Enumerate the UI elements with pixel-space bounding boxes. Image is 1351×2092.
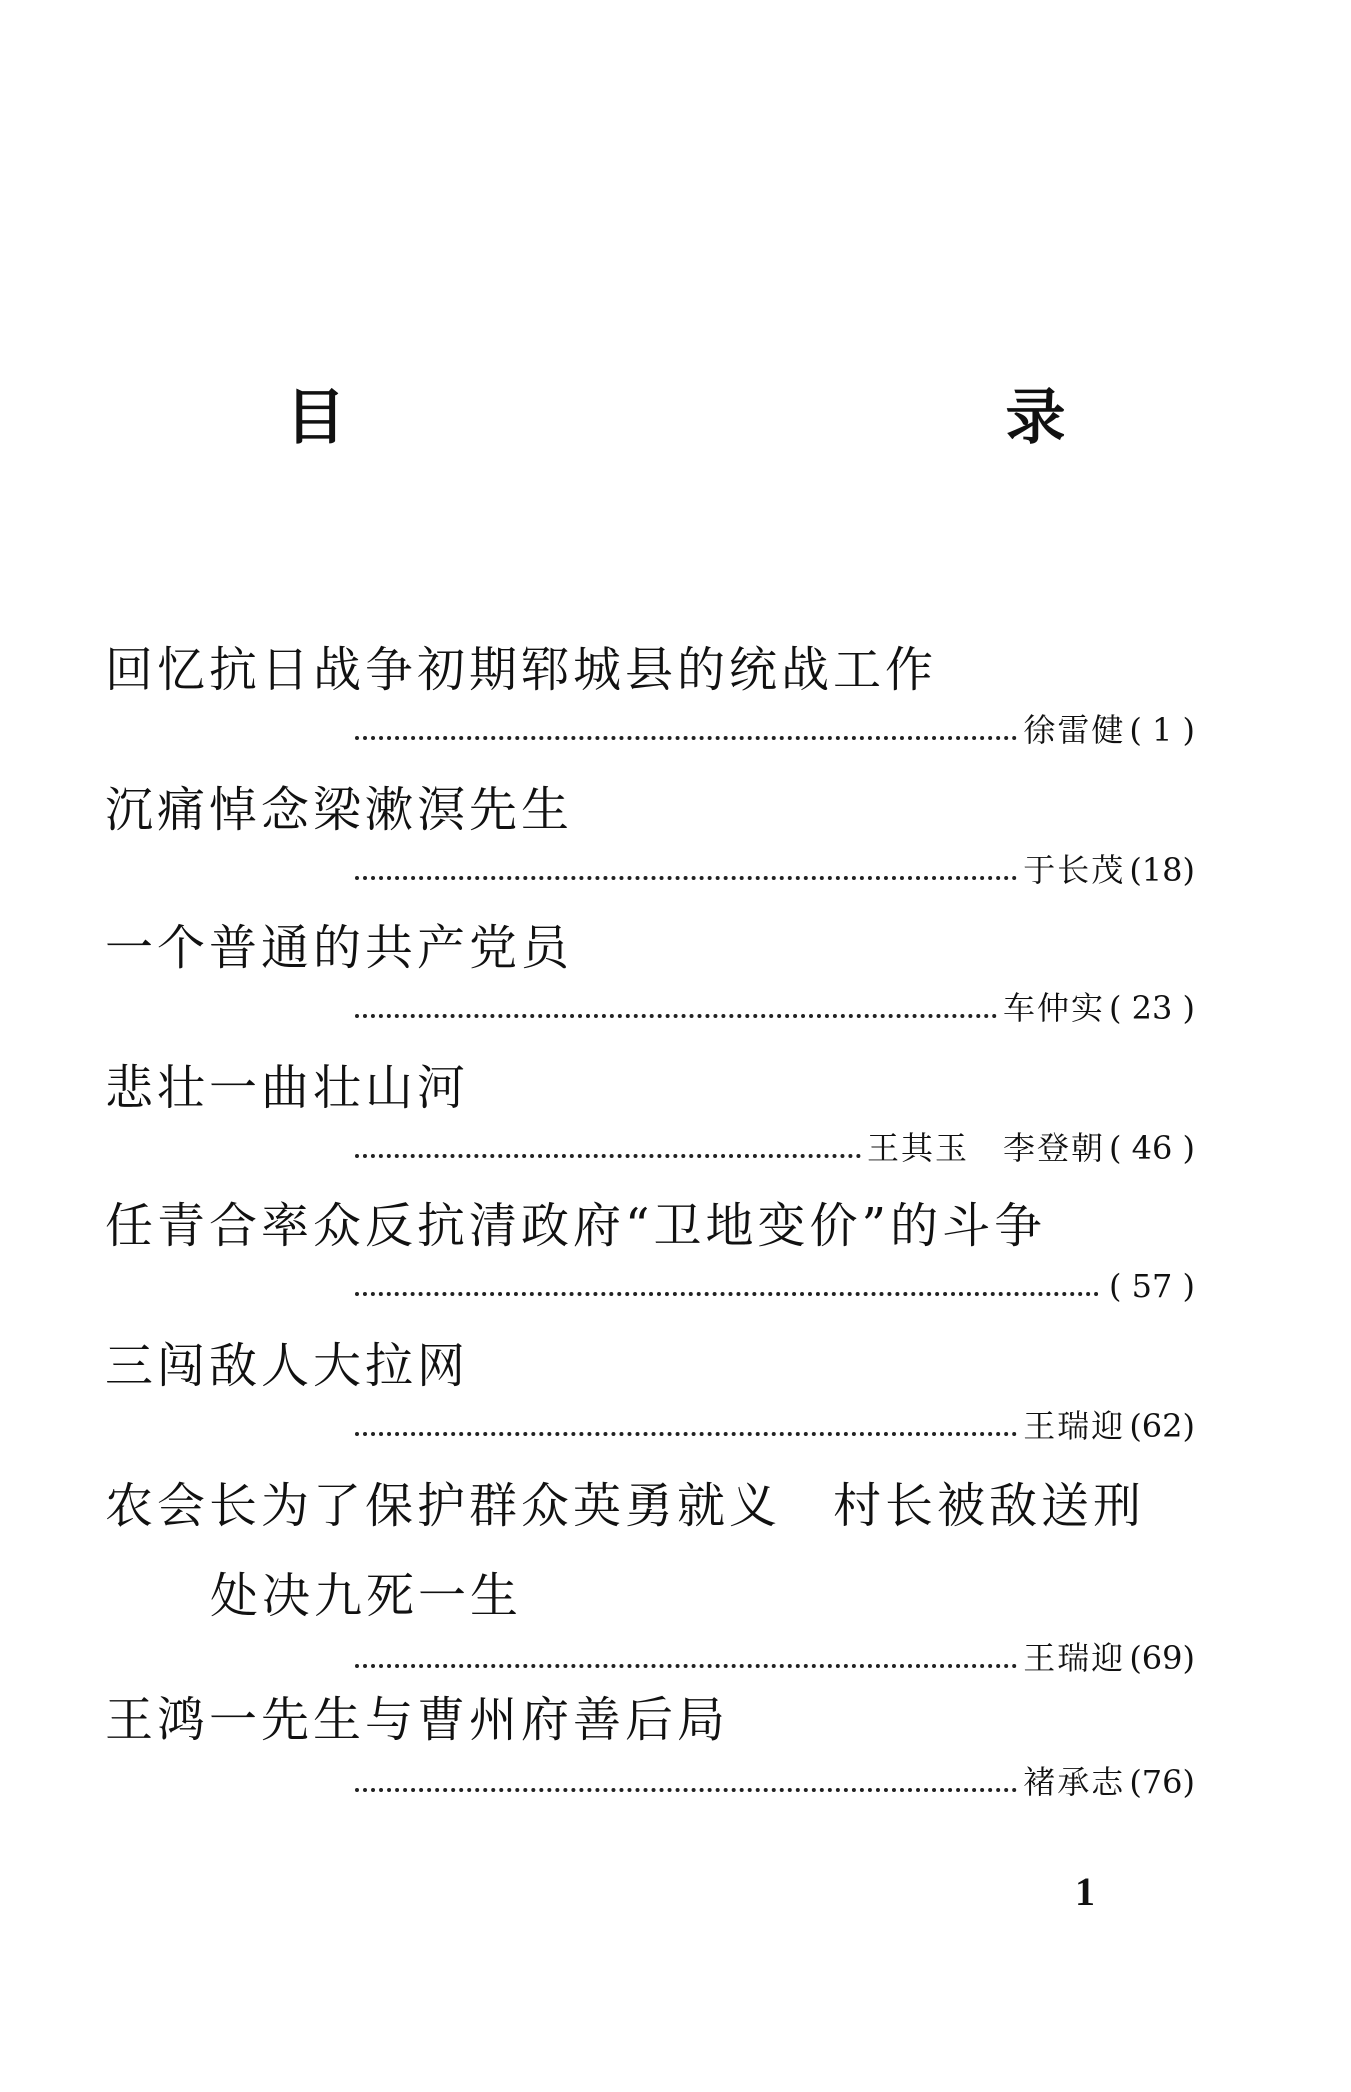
- entry-title: 沉痛悼念梁漱溟先生: [105, 782, 574, 838]
- entry-page: ( 46 ): [1108, 1129, 1195, 1167]
- entry-title: 王鸿一先生与曹州府善后局: [105, 1692, 730, 1748]
- dot-leader: [355, 988, 1003, 1028]
- entry-meta: [355, 1266, 1195, 1306]
- entry-page: (76): [1129, 1763, 1195, 1801]
- entry-author: 车仲实: [1002, 989, 1105, 1027]
- entry-title-continued: 处决九死一生: [210, 1568, 523, 1624]
- entry-title: 一个普通的共产党员: [105, 920, 574, 976]
- dot-leader: [355, 1128, 867, 1168]
- dot-leader: [355, 850, 1023, 890]
- entry-page: (62): [1129, 1407, 1195, 1445]
- dot-leader: [355, 710, 1023, 750]
- entry-page: ( 1 ): [1129, 711, 1195, 749]
- entry-meta: [355, 1128, 1195, 1168]
- entry-title: 回忆抗日战争初期郓城县的统战工作: [105, 642, 938, 698]
- entry-title: 任青合率众反抗清政府“卫地变价”的斗争: [105, 1198, 1047, 1254]
- entry-author: 褚承志: [1023, 1763, 1126, 1801]
- entry-author: 于长茂: [1023, 851, 1126, 889]
- page-number: 1: [1075, 1869, 1095, 1914]
- entry-meta: [355, 1406, 1195, 1446]
- entry-title: 农会长为了保护群众英勇就义 村长被敌送刑: [105, 1478, 1146, 1534]
- entry-page: (69): [1129, 1639, 1195, 1677]
- entry-meta: [355, 1762, 1195, 1802]
- entry-title: 悲壮一曲壮山河: [105, 1060, 470, 1116]
- dot-leader: [355, 1762, 1023, 1802]
- entry-meta: [355, 988, 1195, 1028]
- dot-leader: [355, 1406, 1023, 1446]
- entry-meta: [355, 850, 1195, 890]
- entry-page: ( 57 ): [1108, 1267, 1195, 1305]
- entry-page: ( 23 ): [1108, 989, 1195, 1027]
- page-title: 目 录: [285, 383, 1246, 453]
- entry-author: 王瑞迎: [1023, 1407, 1126, 1445]
- entry-meta: [355, 710, 1195, 750]
- dot-leader: [355, 1638, 1023, 1678]
- dot-leader: [355, 1266, 1105, 1306]
- entry-page: (18): [1129, 851, 1195, 889]
- entry-author: 王其玉 李登朝: [866, 1129, 1105, 1167]
- entry-author: 徐雷健: [1023, 711, 1126, 749]
- entry-meta: [355, 1638, 1195, 1678]
- entry-title: 三闯敌人大拉网: [105, 1338, 470, 1394]
- entry-author: 王瑞迎: [1023, 1639, 1126, 1677]
